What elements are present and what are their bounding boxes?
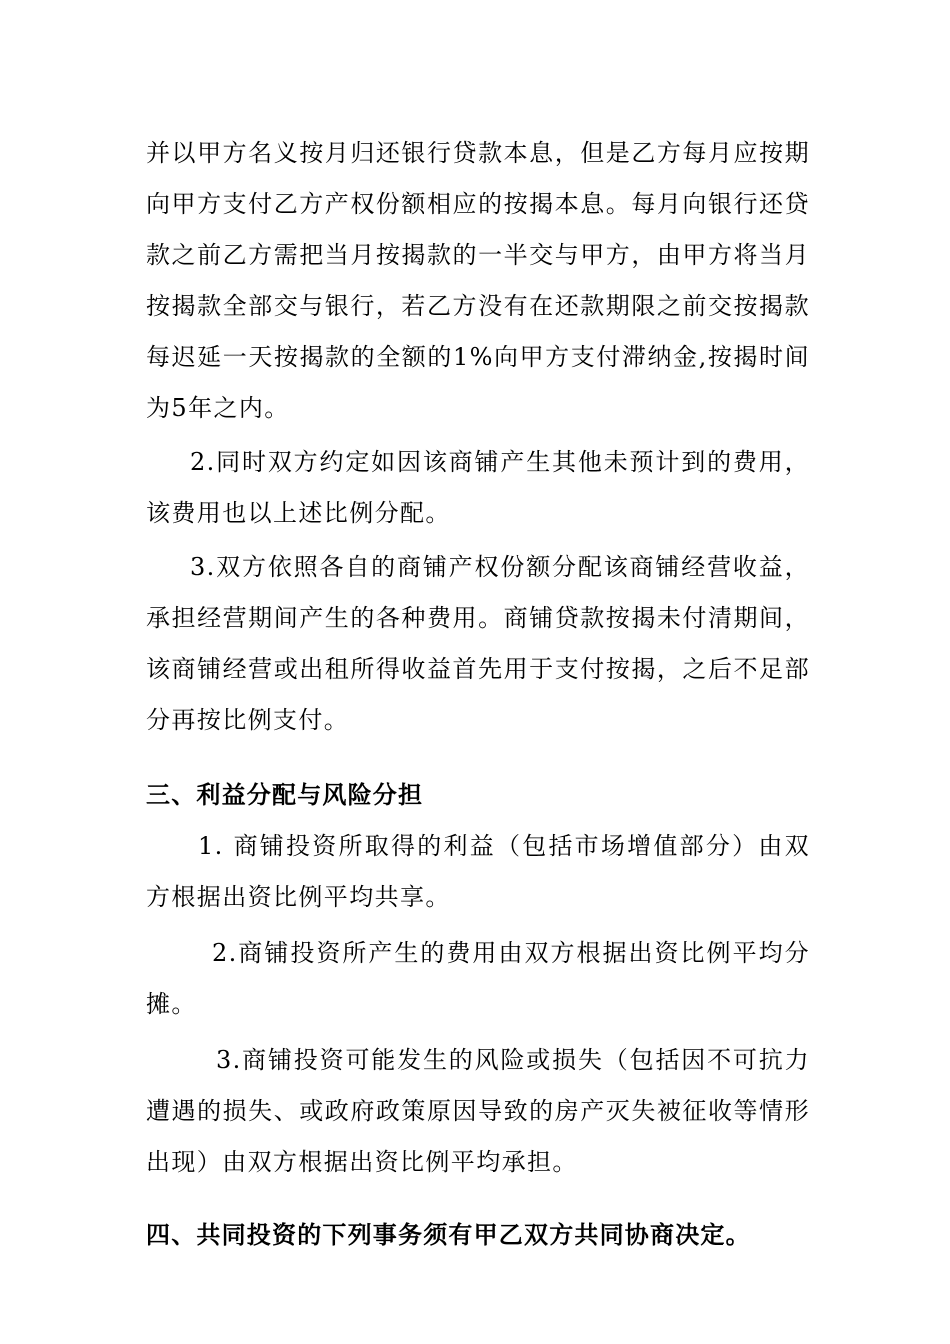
document-body	[146, 128, 810, 1261]
section-heading-4: 四、共同投资的下列事务须有甲乙双方共同协商决定。	[146, 1221, 751, 1249]
paragraph-item-2-other-costs: 2.同时双方约定如因该商铺产生其他未预计到的费用，该费用也以上述比例分配。	[146, 448, 810, 527]
section-heading-3: 三、利益分配与风险分担	[146, 781, 424, 809]
section3-item-1: 1. 商铺投资所取得的利益（包括市场增值部分）由双方根据出资比例平均共享。	[146, 832, 810, 911]
section3-item-2: 2.商铺投资所产生的费用由双方根据出资比例平均分摊。	[146, 939, 810, 1018]
paragraph-loan-repayment: 并以甲方名义按月归还银行贷款本息，但是乙方每月应按期向甲方支付乙方产权份额相应的按揭本息。每月向银行还贷款之前乙方需把当月按揭款的一半交与甲方，由甲方将当月按揭款全部交与银行，若乙方没有在还款期限之前交按揭款每迟延一天按揭款的全额的1%向甲方支付滞纳金,按揭时间为5年之内。	[146, 139, 810, 422]
paragraph-item-3-income-distribution: 3.双方依照各自的商铺产权份额分配该商铺经营收益，承担经营期间产生的各种费用。商铺贷款按揭未付清期间，该商铺经营或出租所得收益首先用于支付按揭，之后不足部分再按比例支付。	[146, 553, 810, 734]
section3-item-3: 3.商铺投资可能发生的风险或损失（包括因不可抗力遭遇的损失、或政府政策原因导致的房产灭失被征收等情形出现）由双方根据出资比例平均承担。	[146, 1046, 810, 1176]
